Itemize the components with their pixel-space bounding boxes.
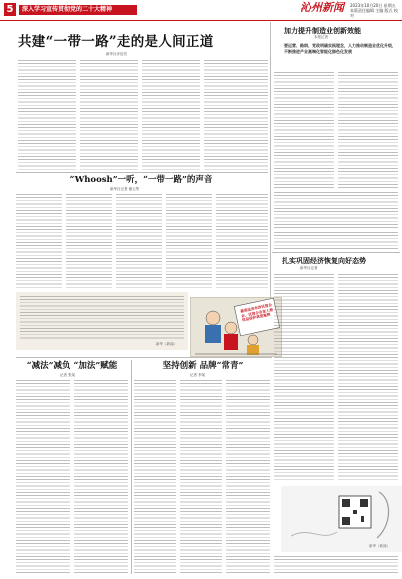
right-article-header [284, 26, 398, 54]
right-lower-byline: 新华社记者 [300, 266, 318, 270]
right-article-tail [274, 232, 398, 250]
bottom-divider [131, 360, 132, 574]
date-line [350, 3, 400, 18]
newspaper-logo: 沁州新闻 [300, 1, 344, 14]
main-article-col-1 [18, 60, 76, 170]
mid-article-col-4 [166, 194, 212, 290]
main-headline: 共建“一带一路”走的是人间正道 [18, 34, 214, 50]
right-article-col-3 [274, 192, 398, 230]
qr-code-icon [281, 486, 402, 552]
right-lead: 要运营、路纲、党政明确实践理念，人力推动制造业优化升级，不断推进产业高端化智能化绿色化发展 [284, 43, 396, 54]
right-headline: 加力提升制造业创新效能 [284, 26, 361, 35]
right-section-rule [272, 252, 400, 253]
mid-headline: “Whoosh”一听，“一带一路”的声音 [69, 175, 213, 185]
bottom-mid-col-1 [134, 380, 176, 574]
bottom-mid-col-3 [226, 380, 270, 574]
bottom-mid-byline: 记者 李某 [190, 373, 206, 377]
column-title: 深入学习宣传贯彻党的二十大精神 [19, 5, 137, 15]
mid-article-col-3 [116, 194, 162, 290]
bottom-left-byline: 记者 张某 [60, 373, 76, 377]
mid-byline: 新华社记者 谢云等 [110, 187, 140, 191]
photo-caption: 新华（新闻） [156, 342, 177, 346]
section-rule [16, 172, 268, 173]
masthead-rule [0, 20, 402, 21]
bottom-mid-headline: 坚持创新 品牌“常青” [162, 361, 244, 371]
date-line-1: 2023年10月20日 星期五 [350, 3, 396, 8]
date-line-2: 本版责任编辑 主编 版式 校对 [350, 8, 398, 18]
right-byline: 本报记者 [314, 35, 328, 39]
main-byline: 新华社评论员 [106, 52, 127, 56]
right-article-col-2 [338, 72, 398, 190]
bottom-left-headline: “减法”减负 “加法”赋能 [26, 361, 118, 371]
right-article-col-1 [274, 72, 334, 190]
mid-article-col-5 [216, 194, 268, 290]
main-article-col-3 [142, 60, 200, 170]
bottom-mid-col-2 [180, 380, 222, 574]
column-divider [270, 22, 271, 302]
mid-article-col-1 [16, 194, 62, 290]
bottom-right-text [274, 556, 398, 574]
bottom-left-col-1 [16, 380, 70, 574]
qr-caption: 新华（新闻） [369, 544, 390, 548]
cartoon-illustration [190, 297, 282, 357]
cartoon-sign-text: 最高法发布涉民营企业、民营企业家人格权益保护典型案例 [239, 302, 274, 323]
bottom-section-rule [16, 357, 272, 358]
main-article-col-2 [80, 60, 138, 170]
main-article-col-4 [204, 60, 268, 170]
right-lower-col-1 [274, 274, 334, 482]
right-lower-col-2 [338, 274, 398, 482]
right-lower-headline: 扎实巩固经济恢复向好态势 [282, 256, 366, 265]
page-number: 5 [4, 3, 16, 16]
sidebar-text-block [16, 292, 188, 350]
mid-article-col-2 [66, 194, 112, 290]
qr-graphic [281, 486, 402, 552]
bottom-left-col-2 [74, 380, 128, 574]
sidebar-text [20, 296, 184, 340]
